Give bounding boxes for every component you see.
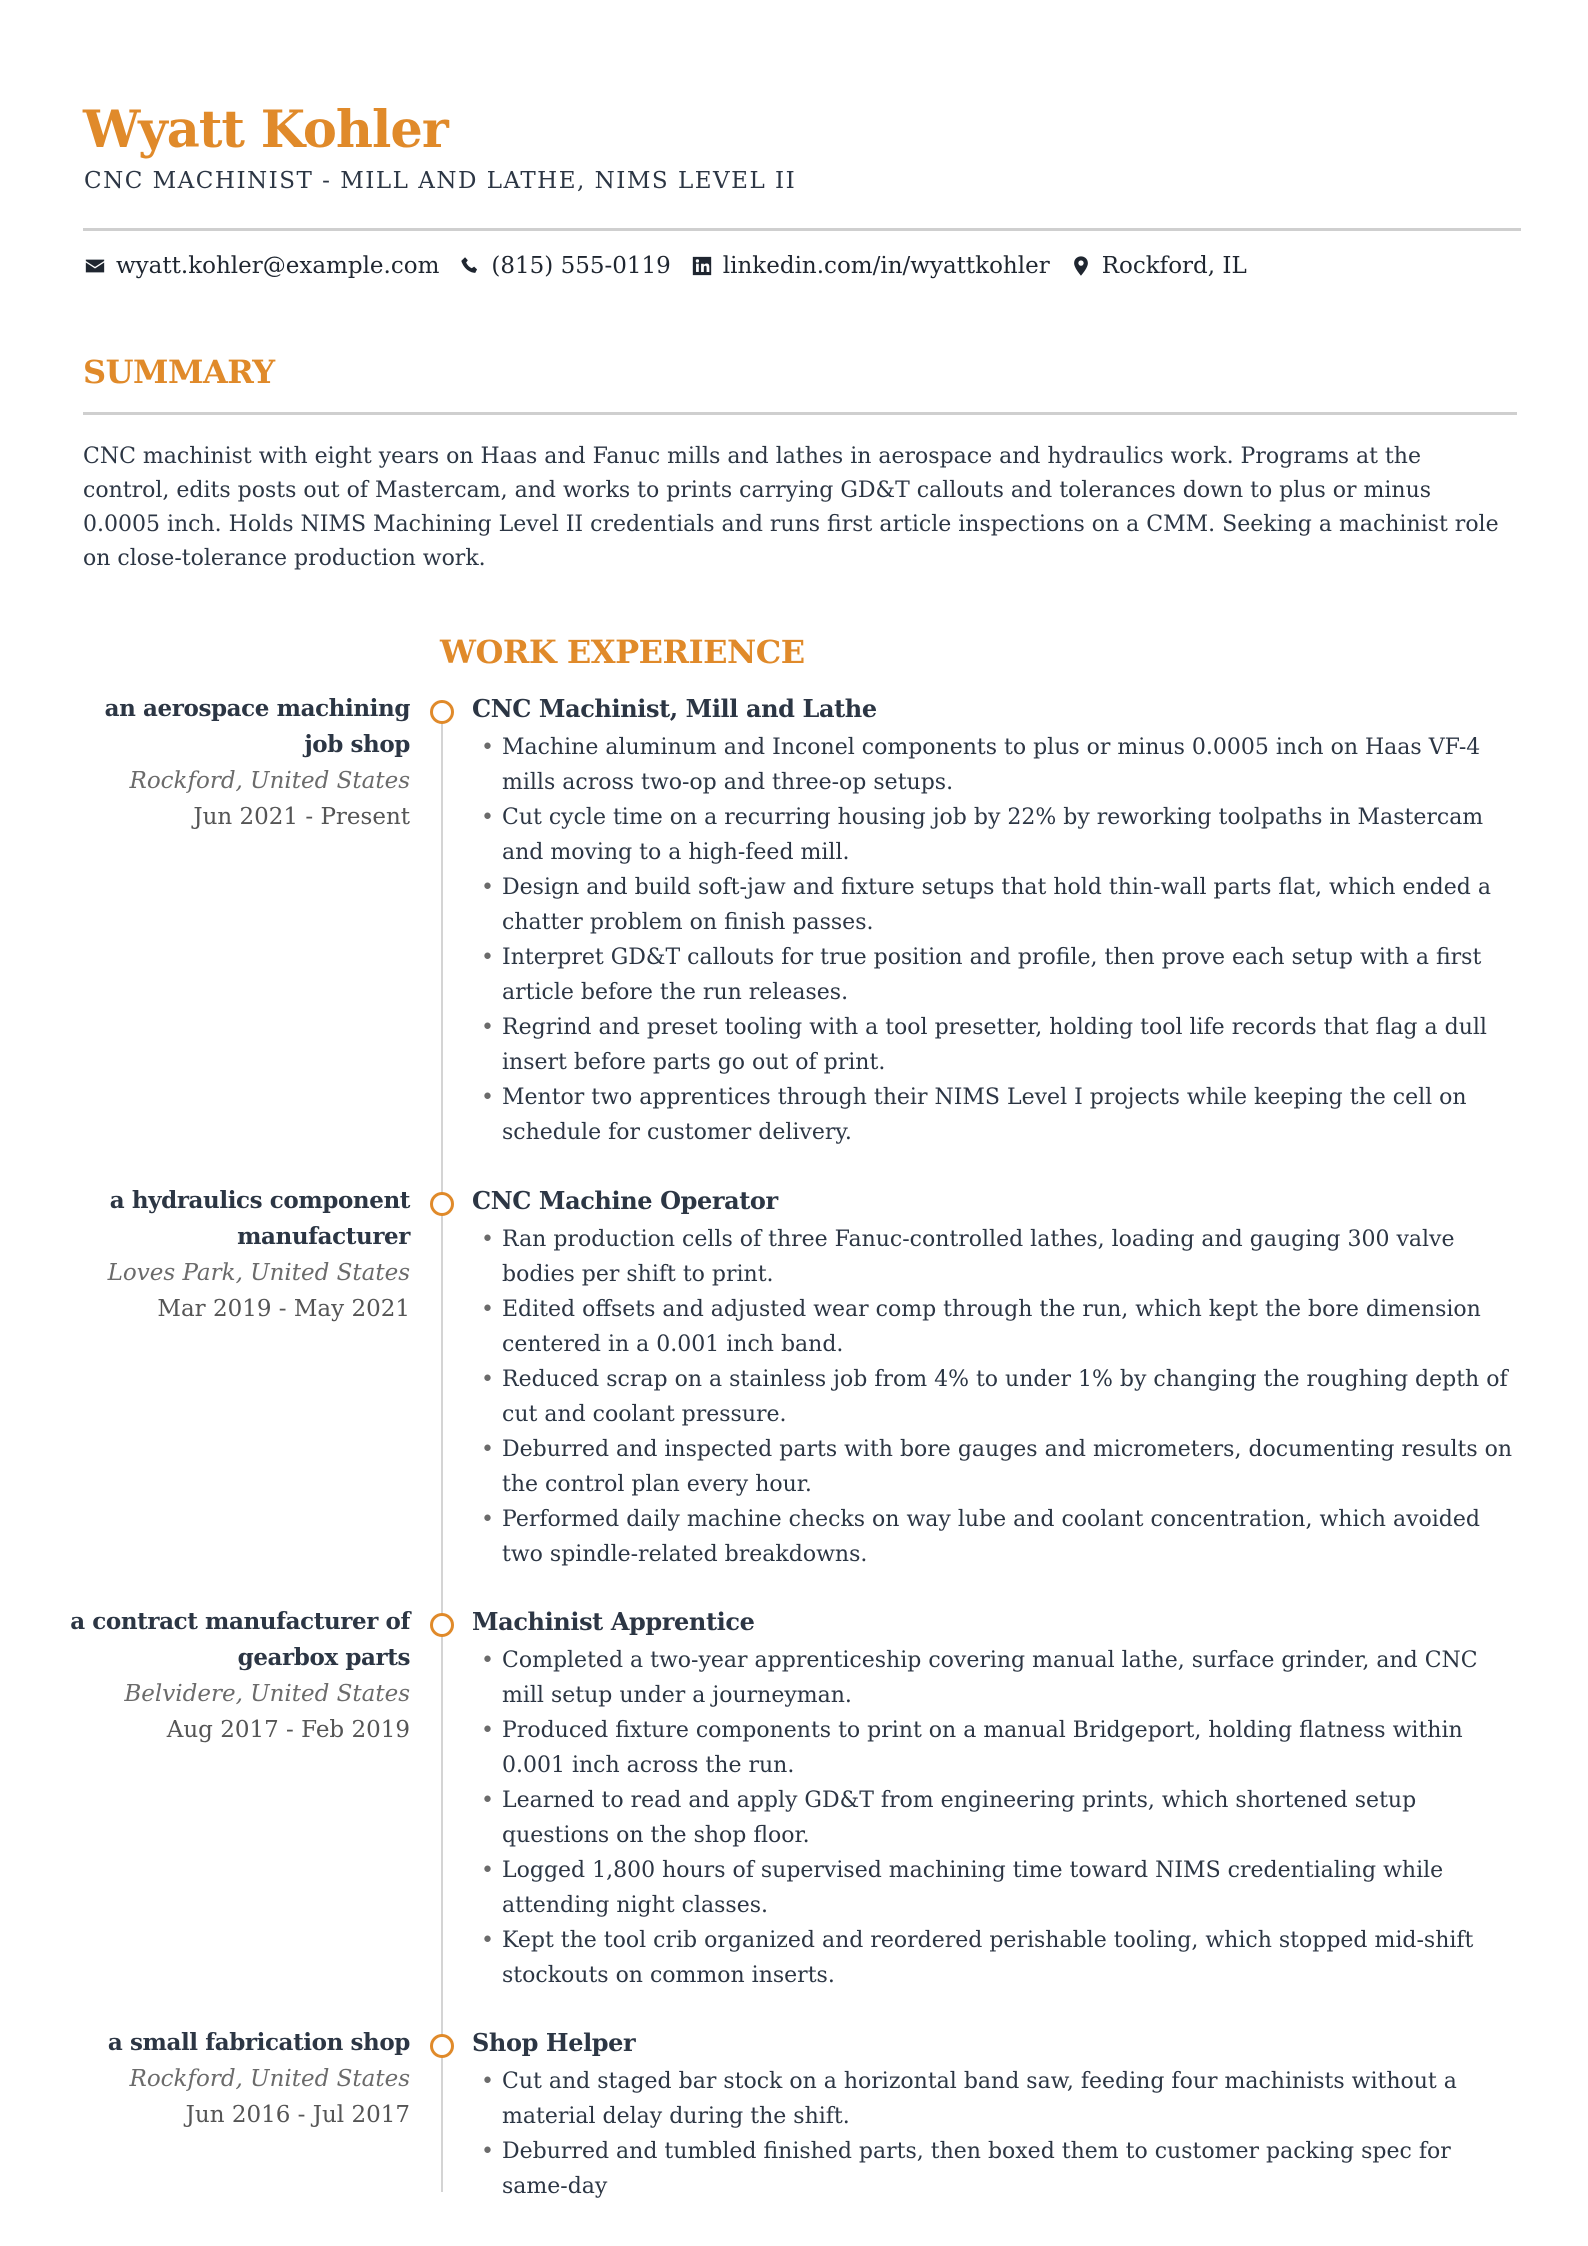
job-bullet: • Performed daily machine checks on way lube and coolant concentration, which avoided two spindle-related breakdowns.: [472, 1502, 1518, 1572]
job-bullet: • Kept the tool crib organized and reordered perishable tooling, which stopped mid-shift stockouts on common inserts.: [472, 1923, 1518, 1993]
candidate-name: Wyatt Kohler: [83, 100, 448, 160]
contact-location: [1070, 253, 1247, 279]
job-dates: Aug 2017 - Feb 2019: [166, 1717, 410, 1743]
job-bullet: • Design and build soft-jaw and fixture setups that hold thin-wall parts flat, which ended a chatter problem on finish passes.: [472, 870, 1518, 940]
job-bullet-list: [472, 1222, 1518, 1572]
summary-divider: [83, 412, 1517, 415]
job-location: Rockford, United States: [129, 768, 410, 794]
job-bullet-list: [472, 1643, 1518, 1993]
job-bullet: • Edited offsets and adjusted wear comp through the run, which kept the bore dimension centered in a 0.001 inch band.: [472, 1292, 1518, 1362]
job-bullet: • Cut and staged bar stock on a horizontal band saw, feeding four machinists without a material delay during the shift.: [472, 2064, 1518, 2134]
job-details: [472, 691, 1518, 1150]
job-location: Loves Park, United States: [107, 1260, 410, 1286]
job-bullet: • Ran production cells of three Fanuc-controlled lathes, loading and gauging 300 valve bodies per shift to print.: [472, 1222, 1518, 1292]
contact-phone[interactable]: [459, 253, 670, 279]
phone-icon: [459, 255, 481, 277]
job-meta: [60, 1604, 410, 1748]
contact-linkedin[interactable]: [691, 253, 1050, 279]
job-details: [472, 1183, 1518, 1572]
map-pin-icon: [1070, 255, 1092, 277]
job-title: CNC Machinist, Mill and Lathe: [472, 694, 877, 723]
job-bullet: • Interpret GD&T callouts for true position and profile, then prove each setup with a first article before the run releases.: [472, 940, 1518, 1010]
location-text: Rockford, IL: [1101, 253, 1247, 279]
envelope-icon: [84, 255, 106, 277]
job-bullet: • Completed a two-year apprenticeship covering manual lathe, surface grinder, and CNC mill setup under a journeyman.: [472, 1643, 1518, 1713]
job-title: CNC Machine Operator: [472, 1186, 778, 1215]
job-dates: Jun 2016 - Jul 2017: [185, 2102, 410, 2128]
job-bullet: • Deburred and inspected parts with bore gauges and micrometers, documenting results on the control plan every hour.: [472, 1432, 1518, 1502]
candidate-headline: CNC MACHINIST - MILL AND LATHE, NIMS LEVEL II: [84, 168, 797, 194]
summary-paragraph: CNC machinist with eight years on Haas and Fanuc mills and lathes in aerospace and hydraulics work. Programs at the control, edits posts out of Mastercam, and works to prints carrying GD&T callouts and tolerances down to plus or minus 0.0005 inch. Holds NIMS Machining Level II credentials and runs first article inspections on a CMM. Seeking a machinist role on close-tolerance production work.: [83, 444, 1499, 571]
job-meta: [60, 1183, 410, 1327]
job-meta: [60, 2025, 410, 2133]
job-bullet: • Regrind and preset tooling with a tool presetter, holding tool life records that flag a dull insert before parts go out of print.: [472, 1010, 1518, 1080]
timeline-marker: [430, 1613, 454, 1637]
job-bullet: • Cut cycle time on a recurring housing job by 22% by reworking toolpaths in Mastercam and moving to a high-feed mill.: [472, 800, 1518, 870]
work-experience-heading: WORK EXPERIENCE: [440, 633, 805, 671]
job-location: Belvidere, United States: [124, 1681, 410, 1707]
linkedin-icon: [691, 255, 713, 277]
linkedin-text: linkedin.com/in/wyattkohler: [722, 253, 1050, 279]
job-bullet: • Learned to read and apply GD&T from engineering prints, which shortened setup questions on the shop floor.: [472, 1783, 1518, 1853]
email-text: wyatt.kohler@example.com: [116, 253, 440, 279]
header-divider: [83, 228, 1521, 231]
job-dates: Jun 2021 - Present: [193, 804, 410, 830]
job-bullet: • Produced fixture components to print on a manual Bridgeport, holding flatness within 0.001 inch across the run.: [472, 1713, 1518, 1783]
job-bullet: • Reduced scrap on a stainless job from 4% to under 1% by changing the roughing depth of cut and coolant pressure.: [472, 1362, 1518, 1432]
contact-bar: [84, 250, 1267, 282]
job-company: an aerospace machining job shop: [104, 695, 410, 758]
job-bullet: • Machine aluminum and Inconel components to plus or minus 0.0005 inch on Haas VF-4 mills across two-op and three-op setups.: [472, 730, 1518, 800]
job-bullet: • Deburred and tumbled finished parts, then boxed them to customer packing spec for same-day: [472, 2134, 1518, 2204]
job-company: a hydraulics component manufacturer: [109, 1187, 410, 1250]
job-dates: Mar 2019 - May 2021: [157, 1296, 410, 1322]
timeline-marker: [430, 1192, 454, 1216]
job-details: [472, 2025, 1518, 2204]
job-details: [472, 1604, 1518, 1993]
job-bullet: • Mentor two apprentices through their NIMS Level I projects while keeping the cell on schedule for customer delivery.: [472, 1080, 1518, 1150]
job-company: a contract manufacturer of gearbox parts: [70, 1608, 410, 1671]
job-bullet: • Logged 1,800 hours of supervised machining time toward NIMS credentialing while attending night classes.: [472, 1853, 1518, 1923]
phone-text: (815) 555-0119: [491, 253, 671, 279]
job-location: Rockford, United States: [129, 2066, 410, 2092]
job-title: Machinist Apprentice: [472, 1607, 755, 1636]
timeline-marker: [430, 2034, 454, 2058]
job-bullet-list: [472, 730, 1518, 1150]
job-company: a small fabrication shop: [107, 2029, 410, 2056]
timeline-marker: [430, 700, 454, 724]
summary-heading: SUMMARY: [83, 353, 275, 391]
job-meta: [60, 691, 410, 835]
timeline-line: [441, 704, 443, 2192]
job-bullet-list: [472, 2064, 1518, 2204]
contact-email[interactable]: [84, 253, 439, 279]
job-title: Shop Helper: [472, 2028, 636, 2057]
